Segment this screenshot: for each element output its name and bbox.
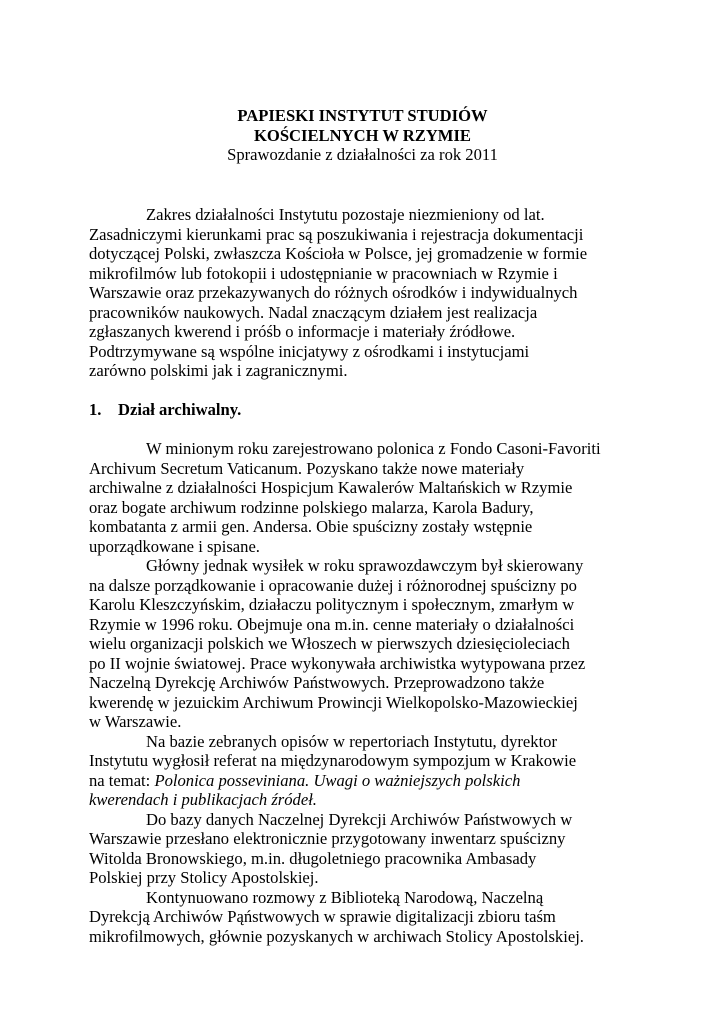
text-line: Rzymie w 1996 roku. Obejmuje ona m.in. cenne materiały o działalności xyxy=(89,614,575,634)
italic-title: kwerendach i publikacjach źródeł. xyxy=(89,790,317,809)
text-line xyxy=(89,771,621,791)
text-line: Kontynuowano rozmowy z Biblioteką Narodową, Naczelną xyxy=(146,887,544,907)
text-line: Zakres działalności Instytutu pozostaje niezmieniony od lat. xyxy=(146,205,545,224)
text-line: kombatanta z armii gen. Andersa. Obie spuścizny zostały wstępnie xyxy=(89,517,533,536)
section-number: 1. xyxy=(89,400,102,419)
text-line: Warszawie oraz przekazywanych do różnych ośrodków i indywidualnych xyxy=(89,283,578,302)
section-heading xyxy=(89,400,241,420)
text-line: Dyrekcją Archiwów Pąństwowych w sprawie digitalizacji zbioru taśm xyxy=(89,907,556,926)
section-title: Dział archiwalny. xyxy=(118,400,242,419)
text-line: uporządkowane i spisane. xyxy=(89,536,260,556)
title-line-2: KOŚCIELNYCH W RZYMIE xyxy=(254,125,471,145)
title-line-1: PAPIESKI INSTYTUT STUDIÓW xyxy=(237,106,488,125)
text-line: pracowników naukowych. Nadal znaczącym działem jest realizacja xyxy=(89,302,538,322)
text-line: mikrofilmów lub fotokopii i udostępnianie w pracowniach w Rzymie i xyxy=(89,263,558,283)
text-line: mikrofilmowych, głównie pozyskanych w archiwach Stolicy Apostolskiej. xyxy=(89,926,584,946)
text-line: po II wojnie światowej. Prace wykonywała archiwistka wytypowana przez xyxy=(89,653,586,673)
text-line: zarówno polskimi jak i zagranicznymi. xyxy=(89,361,348,380)
text-line: kwerendę w jezuickim Archiwum Prowincji Wielkopolsko-Mazowieckiej xyxy=(89,692,578,712)
text-line: Karolu Kleszczyńskim, działaczu politycznym i społecznym, zmarłym w xyxy=(89,595,575,614)
text-line: Warszawie przesłano elektronicznie przygotowany inwentarz spuścizny xyxy=(89,829,566,848)
text-line: Archivum Secretum Vaticanum. Pozyskano także nowe materiały xyxy=(89,458,525,478)
text-line: Na bazie zebranych opisów w repertoriach Instytutu, dyrektor xyxy=(146,731,558,751)
text-line: oraz bogate archiwum rodzinne polskiego malarza, Karola Badury, xyxy=(89,497,534,517)
text-line: dotyczącej Polski, zwłaszcza Kościoła w Polsce, jej gromadzenie w formie xyxy=(89,244,588,263)
text-line: W minionym roku zarejestrowano polonica z Fondo Casoni-Favoriti xyxy=(146,439,601,458)
subtitle: Sprawozdanie z działalności za rok 2011 xyxy=(227,145,498,164)
text-line: Instytutu wygłosił referat na międzynarodowym sympozjum w Krakowie xyxy=(89,751,577,770)
text-line: Naczelną Dyrekcję Archiwów Państwowych. Przeprowadzono także xyxy=(89,673,545,692)
intro-paragraph xyxy=(89,205,621,381)
text-line: zgłaszanych kwerend i próśb o informacje i materiały źródłowe. xyxy=(89,322,516,341)
italic-title: Polonica posseviniana. Uwagi o ważniejszych polskich xyxy=(154,770,521,790)
body-text xyxy=(89,439,621,946)
text-line: Witolda Bronowskiego, m.in. długoletniego pracownika Ambasady xyxy=(89,848,537,868)
text-line xyxy=(89,790,621,810)
text-line: Główny jednak wysiłek w roku sprawozdawczym był skierowany xyxy=(146,556,584,575)
text-line: wielu organizacji polskich we Włoszech w pierwszych dziesięcioleciach xyxy=(89,634,570,653)
text-line: Polskiej przy Stolicy Apostolskiej. xyxy=(89,868,319,887)
text-line: Podtrzymywane są wspólne inicjatywy z ośrodkami i instytucjami xyxy=(89,341,530,361)
text-line: w Warszawie. xyxy=(89,712,182,731)
text-line: na dalsze porządkowanie i opracowanie dużej i różnorodnej spuścizny po xyxy=(89,575,577,595)
text-line: Do bazy danych Naczelnej Dyrekcji Archiwów Państwowych w xyxy=(146,809,573,829)
text-fragment: na temat: xyxy=(89,770,155,790)
document-header xyxy=(0,106,725,165)
text-line: archiwalne z działalności Hospicjum Kawalerów Maltańskich w Rzymie xyxy=(89,478,573,497)
text-line: Zasadniczymi kierunkami prac są poszukiwania i rejestracja dokumentacji xyxy=(89,224,584,244)
